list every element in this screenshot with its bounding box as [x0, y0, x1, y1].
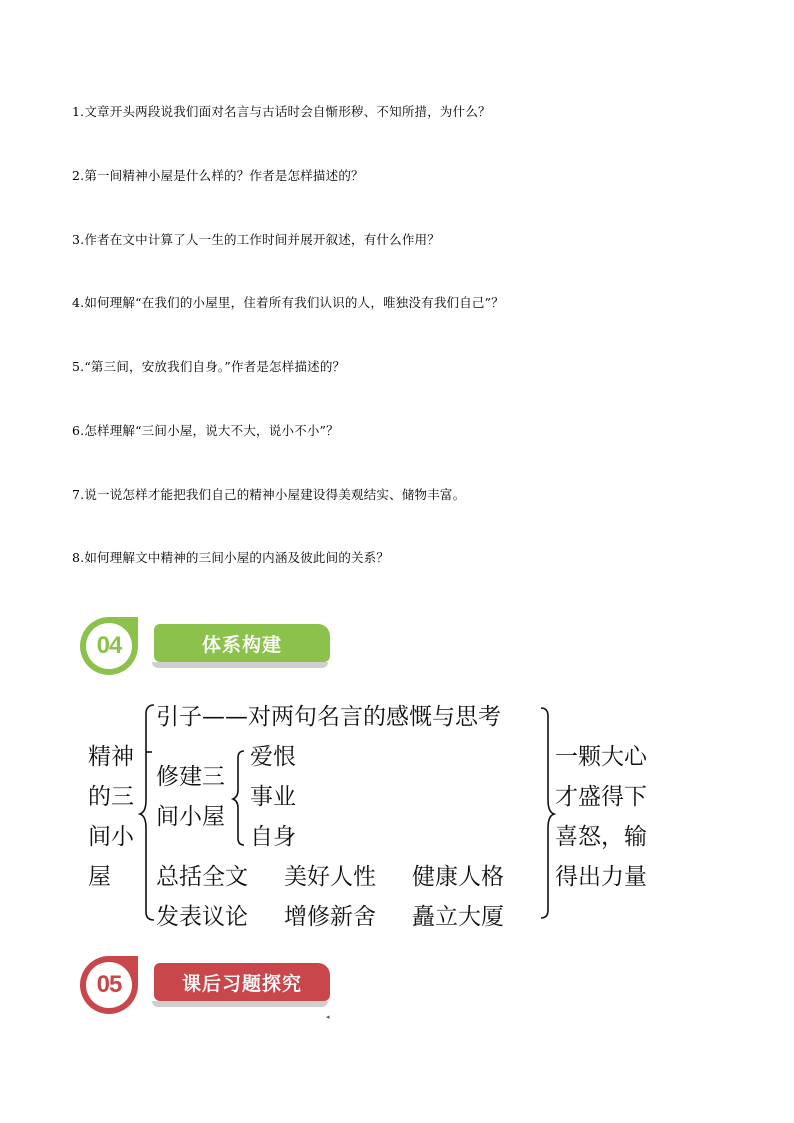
question-7: 7.说一说怎样才能把我们自己的精神小屋建设得美观结实、储物丰富。	[72, 487, 466, 502]
section-number: 04	[86, 623, 132, 669]
question-4: 4.如何理解“在我们的小屋里，住着所有我们认识的人，唯独没有我们自己”？	[72, 295, 504, 310]
conclusion-line-2: 才盛得下	[555, 784, 647, 810]
question-2: 2.第一间精神小屋是什么样的？作者是怎样描述的？	[72, 168, 364, 183]
question-1: 1.文章开头两段说我们面对名言与古话时会自惭形秽、不知所措，为什么？	[72, 104, 491, 119]
discussion-1: 发表议论	[156, 904, 248, 930]
section-number-badge	[80, 956, 138, 1014]
root-line-4: 屋	[88, 864, 111, 890]
conclusion-line-4: 得出力量	[555, 864, 647, 890]
section-title	[154, 963, 330, 1001]
root-line-1: 精神	[88, 744, 134, 770]
section-title-text: 课后习题探究	[181, 972, 302, 995]
summary-3: 健康人格	[412, 864, 504, 890]
right-brace	[541, 708, 554, 918]
room-1: 爱恨	[250, 744, 296, 770]
summary-1: 总括全文	[156, 864, 248, 890]
question-8: 8.如何理解文中精神的三间小屋的内涵及彼此间的关系？	[72, 550, 390, 565]
conclusion-line-3: 喜怒，输	[555, 824, 647, 850]
build-label-line-2: 间小屋	[156, 804, 225, 830]
discussion-2: 增修新舍	[284, 904, 376, 930]
discussion-3: 矗立大厦	[412, 904, 504, 930]
room-3: 自身	[250, 824, 296, 850]
summary-2: 美好人性	[284, 864, 376, 890]
text-cursor-icon: ◂	[326, 1013, 330, 1021]
rooms-brace	[233, 751, 244, 845]
question-3: 3.作者在文中计算了人一生的工作时间并展开叙述，有什么作用？	[72, 232, 440, 247]
conclusion-line-1: 一颗大心	[555, 744, 647, 770]
root-line-2: 的三	[88, 784, 134, 810]
section-title-text: 体系构建	[201, 633, 282, 656]
build-label-line-1: 修建三	[156, 764, 225, 790]
root-line-3: 间小	[88, 824, 134, 850]
question-5: 5.“第三间，安放我们自身。”作者是怎样描述的？	[72, 359, 346, 374]
question-6: 6.怎样理解“三间小屋，说大不大，说小不小”？	[72, 423, 339, 438]
intro-text: 引子——对两句名言的感慨与思考	[156, 704, 501, 730]
section-header-05	[80, 956, 340, 1016]
main-left-brace	[140, 705, 154, 920]
section-number: 05	[86, 962, 132, 1008]
room-2: 事业	[250, 784, 296, 810]
